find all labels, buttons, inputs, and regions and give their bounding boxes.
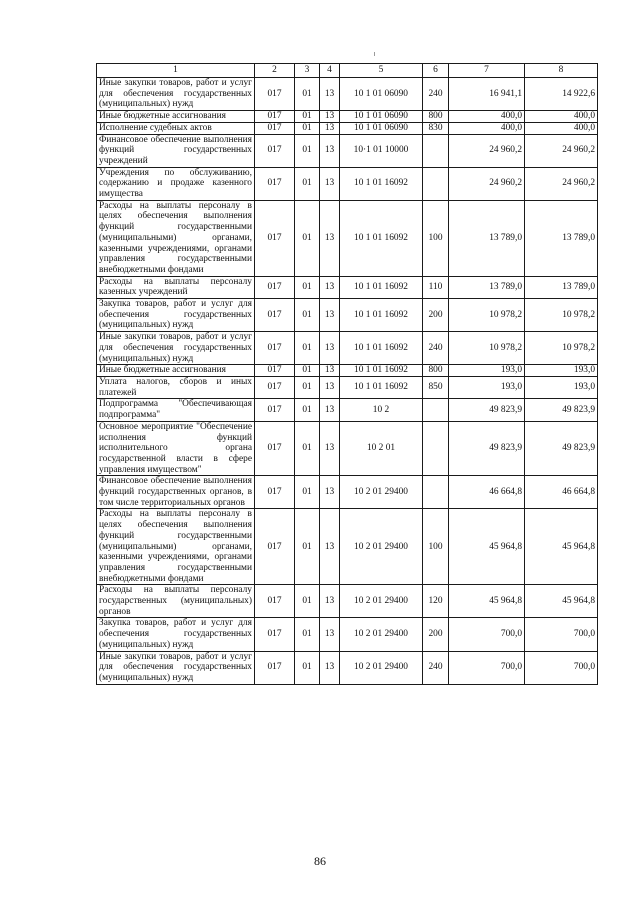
cell-name: Расходы на выплаты персоналу казенных учреждений bbox=[97, 276, 255, 298]
cell-subsection: 13 bbox=[320, 585, 340, 618]
cell-expense-type: 200 bbox=[423, 618, 449, 651]
column-header: 4 bbox=[320, 64, 340, 78]
cell-name: Подпрограмма "Обеспечивающая подпрограмма" bbox=[97, 399, 255, 421]
table-row bbox=[97, 167, 598, 200]
cell-amount-year1: 45 964,8 bbox=[449, 509, 525, 585]
table-row bbox=[97, 200, 598, 276]
cell-subsection: 13 bbox=[320, 651, 340, 684]
cell-subsection: 13 bbox=[320, 122, 340, 134]
cell-amount-year2: 13 789,0 bbox=[525, 276, 598, 298]
cell-amount-year1: 700,0 bbox=[449, 651, 525, 684]
cell-ved-code: 017 bbox=[255, 276, 295, 298]
cell-section: 01 bbox=[295, 585, 320, 618]
cell-name: Иные закупки товаров, работ и услуг для обеспечения государственных (муниципальных) нужд bbox=[97, 651, 255, 684]
cell-ved-code: 017 bbox=[255, 365, 295, 377]
cell-expense-type bbox=[423, 421, 449, 476]
budget-table bbox=[96, 63, 598, 685]
cell-section: 01 bbox=[295, 399, 320, 421]
cell-target-article: 10 2 01 29400 bbox=[340, 476, 423, 509]
cell-ved-code: 017 bbox=[255, 111, 295, 123]
cell-expense-type: 100 bbox=[423, 509, 449, 585]
cell-amount-year2: 24 960,2 bbox=[525, 134, 598, 167]
cell-expense-type: 830 bbox=[423, 122, 449, 134]
table-row bbox=[97, 585, 598, 618]
cell-amount-year2: 14 922,6 bbox=[525, 78, 598, 111]
column-header: 3 bbox=[295, 64, 320, 78]
cell-subsection: 13 bbox=[320, 376, 340, 398]
cell-expense-type: 240 bbox=[423, 332, 449, 365]
cell-amount-year1: 46 664,8 bbox=[449, 476, 525, 509]
table-row bbox=[97, 476, 598, 509]
cell-amount-year2: 400,0 bbox=[525, 122, 598, 134]
table-row bbox=[97, 618, 598, 651]
cell-target-article: 10 2 bbox=[340, 399, 423, 421]
cell-name: Расходы на выплаты персоналу в целях обеспечения выполнения функций государственными (муниципальными) органами, казенными учреждениями, органами управления государственными внебюджетными фондами bbox=[97, 509, 255, 585]
scan-speck bbox=[374, 52, 375, 56]
cell-subsection: 13 bbox=[320, 618, 340, 651]
cell-amount-year1: 24 960,2 bbox=[449, 167, 525, 200]
cell-amount-year2: 24 960,2 bbox=[525, 167, 598, 200]
cell-subsection: 13 bbox=[320, 509, 340, 585]
cell-expense-type: 240 bbox=[423, 651, 449, 684]
cell-amount-year2: 45 964,8 bbox=[525, 585, 598, 618]
cell-expense-type: 240 bbox=[423, 78, 449, 111]
cell-subsection: 13 bbox=[320, 421, 340, 476]
cell-subsection: 13 bbox=[320, 78, 340, 111]
page-number: 86 bbox=[314, 854, 326, 868]
cell-amount-year1: 193,0 bbox=[449, 365, 525, 377]
table-row bbox=[97, 399, 598, 421]
cell-section: 01 bbox=[295, 509, 320, 585]
column-header: 2 bbox=[255, 64, 295, 78]
cell-ved-code: 017 bbox=[255, 167, 295, 200]
cell-amount-year2: 400,0 bbox=[525, 111, 598, 123]
cell-target-article: 10 1 01 16092 bbox=[340, 299, 423, 332]
cell-target-article: 10 1 01 06090 bbox=[340, 111, 423, 123]
cell-amount-year2: 45 964,8 bbox=[525, 509, 598, 585]
cell-amount-year1: 49 823,9 bbox=[449, 399, 525, 421]
cell-expense-type bbox=[423, 167, 449, 200]
cell-amount-year1: 45 964,8 bbox=[449, 585, 525, 618]
cell-target-article: 10 1 01 16092 bbox=[340, 332, 423, 365]
table-row bbox=[97, 421, 598, 476]
cell-ved-code: 017 bbox=[255, 78, 295, 111]
cell-ved-code: 017 bbox=[255, 376, 295, 398]
cell-subsection: 13 bbox=[320, 167, 340, 200]
cell-section: 01 bbox=[295, 134, 320, 167]
cell-section: 01 bbox=[295, 200, 320, 276]
cell-name: Исполнение судебных актов bbox=[97, 122, 255, 134]
cell-subsection: 13 bbox=[320, 476, 340, 509]
cell-expense-type bbox=[423, 476, 449, 509]
cell-amount-year1: 193,0 bbox=[449, 376, 525, 398]
cell-section: 01 bbox=[295, 111, 320, 123]
cell-ved-code: 017 bbox=[255, 122, 295, 134]
column-header: 6 bbox=[423, 64, 449, 78]
table-row bbox=[97, 134, 598, 167]
cell-section: 01 bbox=[295, 476, 320, 509]
cell-name: Иные бюджетные ассигнования bbox=[97, 365, 255, 377]
cell-expense-type bbox=[423, 134, 449, 167]
cell-amount-year1: 49 823,9 bbox=[449, 421, 525, 476]
cell-section: 01 bbox=[295, 618, 320, 651]
table-row bbox=[97, 78, 598, 111]
cell-section: 01 bbox=[295, 376, 320, 398]
table-row bbox=[97, 376, 598, 398]
cell-name: Закупка товаров, работ и услуг для обеспечения государственных (муниципальных) нужд bbox=[97, 618, 255, 651]
cell-amount-year2: 10 978,2 bbox=[525, 332, 598, 365]
cell-section: 01 bbox=[295, 167, 320, 200]
table-row bbox=[97, 299, 598, 332]
cell-amount-year2: 193,0 bbox=[525, 365, 598, 377]
cell-amount-year2: 49 823,9 bbox=[525, 399, 598, 421]
cell-expense-type: 850 bbox=[423, 376, 449, 398]
cell-amount-year2: 700,0 bbox=[525, 651, 598, 684]
cell-section: 01 bbox=[295, 651, 320, 684]
cell-target-article: 10 1 01 16092 bbox=[340, 200, 423, 276]
table-row bbox=[97, 365, 598, 377]
cell-amount-year1: 10 978,2 bbox=[449, 332, 525, 365]
cell-expense-type bbox=[423, 399, 449, 421]
cell-ved-code: 017 bbox=[255, 200, 295, 276]
cell-section: 01 bbox=[295, 365, 320, 377]
cell-amount-year2: 700,0 bbox=[525, 618, 598, 651]
column-header: 1 bbox=[97, 64, 255, 78]
cell-name: Иные закупки товаров, работ и услуг для обеспечения государственных (муниципальных) нужд bbox=[97, 78, 255, 111]
cell-name: Иные бюджетные ассигнования bbox=[97, 111, 255, 123]
cell-ved-code: 017 bbox=[255, 399, 295, 421]
cell-ved-code: 017 bbox=[255, 421, 295, 476]
table-body bbox=[97, 78, 598, 685]
column-header: 8 bbox=[525, 64, 598, 78]
cell-target-article: 10 1 01 16092 bbox=[340, 365, 423, 377]
cell-subsection: 13 bbox=[320, 299, 340, 332]
cell-section: 01 bbox=[295, 122, 320, 134]
table-row bbox=[97, 651, 598, 684]
cell-amount-year1: 400,0 bbox=[449, 122, 525, 134]
cell-amount-year1: 16 941,1 bbox=[449, 78, 525, 111]
cell-expense-type: 110 bbox=[423, 276, 449, 298]
cell-subsection: 13 bbox=[320, 332, 340, 365]
cell-target-article: 10 1 01 16092 bbox=[340, 167, 423, 200]
cell-ved-code: 017 bbox=[255, 651, 295, 684]
cell-target-article: 10 1 01 16092 bbox=[340, 376, 423, 398]
column-header: 7 bbox=[449, 64, 525, 78]
cell-amount-year1: 13 789,0 bbox=[449, 276, 525, 298]
cell-ved-code: 017 bbox=[255, 134, 295, 167]
cell-amount-year1: 700,0 bbox=[449, 618, 525, 651]
cell-section: 01 bbox=[295, 276, 320, 298]
cell-subsection: 13 bbox=[320, 200, 340, 276]
cell-target-article: 10 2 01 bbox=[340, 421, 423, 476]
cell-section: 01 bbox=[295, 332, 320, 365]
cell-name: Финансовое обеспечение выполнения функций государственных учреждений bbox=[97, 134, 255, 167]
cell-name: Уплата налогов, сборов и иных платежей bbox=[97, 376, 255, 398]
table-row bbox=[97, 509, 598, 585]
cell-subsection: 13 bbox=[320, 365, 340, 377]
cell-target-article: 10 2 01 29400 bbox=[340, 585, 423, 618]
cell-amount-year1: 24 960,2 bbox=[449, 134, 525, 167]
cell-amount-year2: 46 664,8 bbox=[525, 476, 598, 509]
cell-amount-year2: 49 823,9 bbox=[525, 421, 598, 476]
cell-amount-year2: 193,0 bbox=[525, 376, 598, 398]
cell-section: 01 bbox=[295, 299, 320, 332]
cell-amount-year1: 400,0 bbox=[449, 111, 525, 123]
cell-subsection: 13 bbox=[320, 276, 340, 298]
cell-target-article: 10 2 01 29400 bbox=[340, 509, 423, 585]
cell-ved-code: 017 bbox=[255, 476, 295, 509]
cell-target-article: 10 1 01 06090 bbox=[340, 78, 423, 111]
cell-target-article: 10 2 01 29400 bbox=[340, 651, 423, 684]
cell-ved-code: 017 bbox=[255, 332, 295, 365]
table-row bbox=[97, 111, 598, 123]
cell-section: 01 bbox=[295, 78, 320, 111]
cell-expense-type: 800 bbox=[423, 111, 449, 123]
cell-ved-code: 017 bbox=[255, 509, 295, 585]
cell-ved-code: 017 bbox=[255, 618, 295, 651]
cell-expense-type: 100 bbox=[423, 200, 449, 276]
cell-target-article: 10 1 01 16092 bbox=[340, 276, 423, 298]
table-row bbox=[97, 276, 598, 298]
cell-expense-type: 800 bbox=[423, 365, 449, 377]
cell-name: Учреждения по обслуживанию, содержанию и продаже казенного имущества bbox=[97, 167, 255, 200]
cell-section: 01 bbox=[295, 421, 320, 476]
cell-name: Иные закупки товаров, работ и услуг для обеспечения государственных (муниципальных) нужд bbox=[97, 332, 255, 365]
cell-subsection: 13 bbox=[320, 111, 340, 123]
table-header-row bbox=[97, 64, 598, 78]
cell-subsection: 13 bbox=[320, 134, 340, 167]
table-row bbox=[97, 332, 598, 365]
cell-target-article: 10 2 01 29400 bbox=[340, 618, 423, 651]
cell-expense-type: 120 bbox=[423, 585, 449, 618]
cell-target-article: 10 1 01 06090 bbox=[340, 122, 423, 134]
cell-name: Основное мероприятие "Обеспечение исполнения функций исполнительного органа государственной власти в сфере управления имуществом" bbox=[97, 421, 255, 476]
cell-ved-code: 017 bbox=[255, 585, 295, 618]
table-row bbox=[97, 122, 598, 134]
cell-amount-year2: 13 789,0 bbox=[525, 200, 598, 276]
cell-amount-year1: 13 789,0 bbox=[449, 200, 525, 276]
cell-name: Расходы на выплаты персоналу в целях обеспечения выполнения функций государственными (муниципальными) органами, казенными учреждениями, органами управления государственными внебюджетными фондами bbox=[97, 200, 255, 276]
column-header: 5 bbox=[340, 64, 423, 78]
cell-amount-year1: 10 978,2 bbox=[449, 299, 525, 332]
cell-target-article: 10·1 01 10000 bbox=[340, 134, 423, 167]
cell-ved-code: 017 bbox=[255, 299, 295, 332]
cell-subsection: 13 bbox=[320, 399, 340, 421]
cell-name: Финансовое обеспечение выполнения функций государственных органов, в том числе территориальных органов bbox=[97, 476, 255, 509]
cell-expense-type: 200 bbox=[423, 299, 449, 332]
cell-name: Закупка товаров, работ и услуг для обеспечения государственных (муниципальных) нужд bbox=[97, 299, 255, 332]
cell-name: Расходы на выплаты персоналу государственных (муниципальных) органов bbox=[97, 585, 255, 618]
cell-amount-year2: 10 978,2 bbox=[525, 299, 598, 332]
